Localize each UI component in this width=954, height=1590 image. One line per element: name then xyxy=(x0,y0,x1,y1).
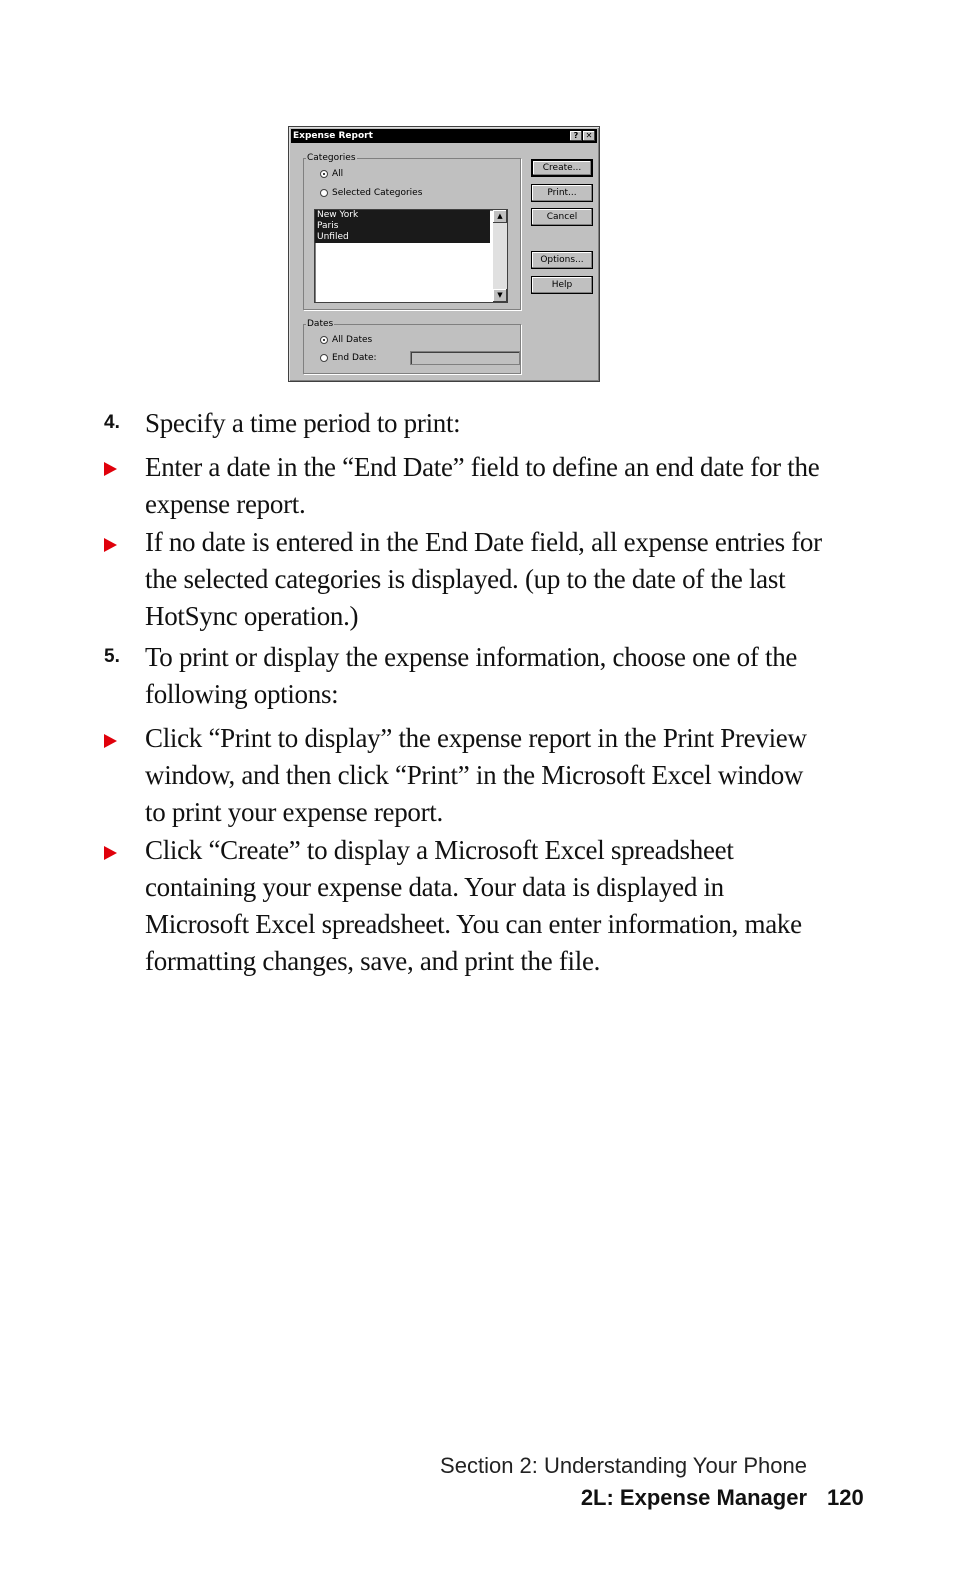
step-4-text: Specify a time period to print: xyxy=(145,408,461,438)
cancel-button[interactable]: Cancel xyxy=(531,208,593,226)
radio-selected-categories-label: Selected Categories xyxy=(332,188,423,198)
radio-end-date-label: End Date: xyxy=(332,353,377,363)
radio-all[interactable] xyxy=(320,169,343,179)
listbox-scrollbar[interactable] xyxy=(493,210,507,302)
scroll-up-icon[interactable]: ▲ xyxy=(493,210,507,223)
scroll-down-icon[interactable]: ▼ xyxy=(493,289,507,302)
dates-group-label: Dates xyxy=(307,319,334,329)
dates-group xyxy=(303,319,521,374)
help-icon[interactable]: ? xyxy=(570,131,582,141)
end-date-field[interactable] xyxy=(410,351,520,365)
list-item[interactable]: Unfiled xyxy=(315,232,490,243)
dialog-titlebar xyxy=(291,129,597,143)
radio-all-dates-label: All Dates xyxy=(332,335,373,345)
list-item[interactable]: New York xyxy=(315,210,490,221)
bullet-arrow-icon xyxy=(104,462,117,476)
radio-all-dates-button[interactable] xyxy=(320,336,328,344)
print-button[interactable]: Print... xyxy=(531,184,593,202)
radio-all-button[interactable] xyxy=(320,170,328,178)
footer-section-title: Section 2: Understanding Your Phone xyxy=(440,1453,807,1478)
bullet-print: Click “Print to display” the expense report in the Print Preview window, and then click “Print” in the Microsoft Excel window to print your expense report. xyxy=(145,723,807,827)
step-4-number: 4. xyxy=(104,412,120,433)
radio-all-dates[interactable] xyxy=(320,335,372,345)
step-5-text: To print or display the expense information, choose one of the following options: xyxy=(145,642,798,709)
bullet-arrow-icon xyxy=(104,734,117,748)
bullet-no-date: If no date is entered in the End Date field, all expense entries for the selected categories is displayed. (up to the date of the last HotSync operation.) xyxy=(145,527,822,631)
radio-all-label: All xyxy=(332,169,344,179)
step-5-number: 5. xyxy=(104,646,120,667)
radio-end-date-button[interactable] xyxy=(320,354,328,362)
close-icon[interactable]: ✕ xyxy=(583,131,595,141)
footer-chapter-title: 2L: Expense Manager xyxy=(580,1485,807,1510)
options-button[interactable]: Options... xyxy=(531,251,593,269)
categories-group xyxy=(303,153,521,310)
page-number: 120 xyxy=(827,1485,864,1510)
create-button[interactable]: Create... xyxy=(531,159,593,177)
expense-report-dialog xyxy=(288,126,600,382)
dialog-title: Expense Report xyxy=(293,131,373,141)
bullet-create: Click “Create” to display a Microsoft Excel spreadsheet containing your expense data. Your data is displayed in Microsoft Excel spreadsheet. You can enter information, make formatting changes, save, and print the file. xyxy=(145,835,802,976)
categories-listbox[interactable] xyxy=(314,209,508,303)
radio-selected-categories-button[interactable] xyxy=(320,189,328,197)
list-item[interactable]: Paris xyxy=(315,221,490,232)
radio-selected-categories[interactable] xyxy=(320,188,422,198)
bullet-end-date: Enter a date in the “End Date” field to define an end date for the expense report. xyxy=(145,452,820,519)
radio-end-date[interactable] xyxy=(320,353,377,363)
help-button[interactable]: Help xyxy=(531,276,593,294)
categories-group-label: Categories xyxy=(307,153,356,163)
bullet-arrow-icon xyxy=(104,538,117,552)
bullet-arrow-icon xyxy=(104,846,117,860)
